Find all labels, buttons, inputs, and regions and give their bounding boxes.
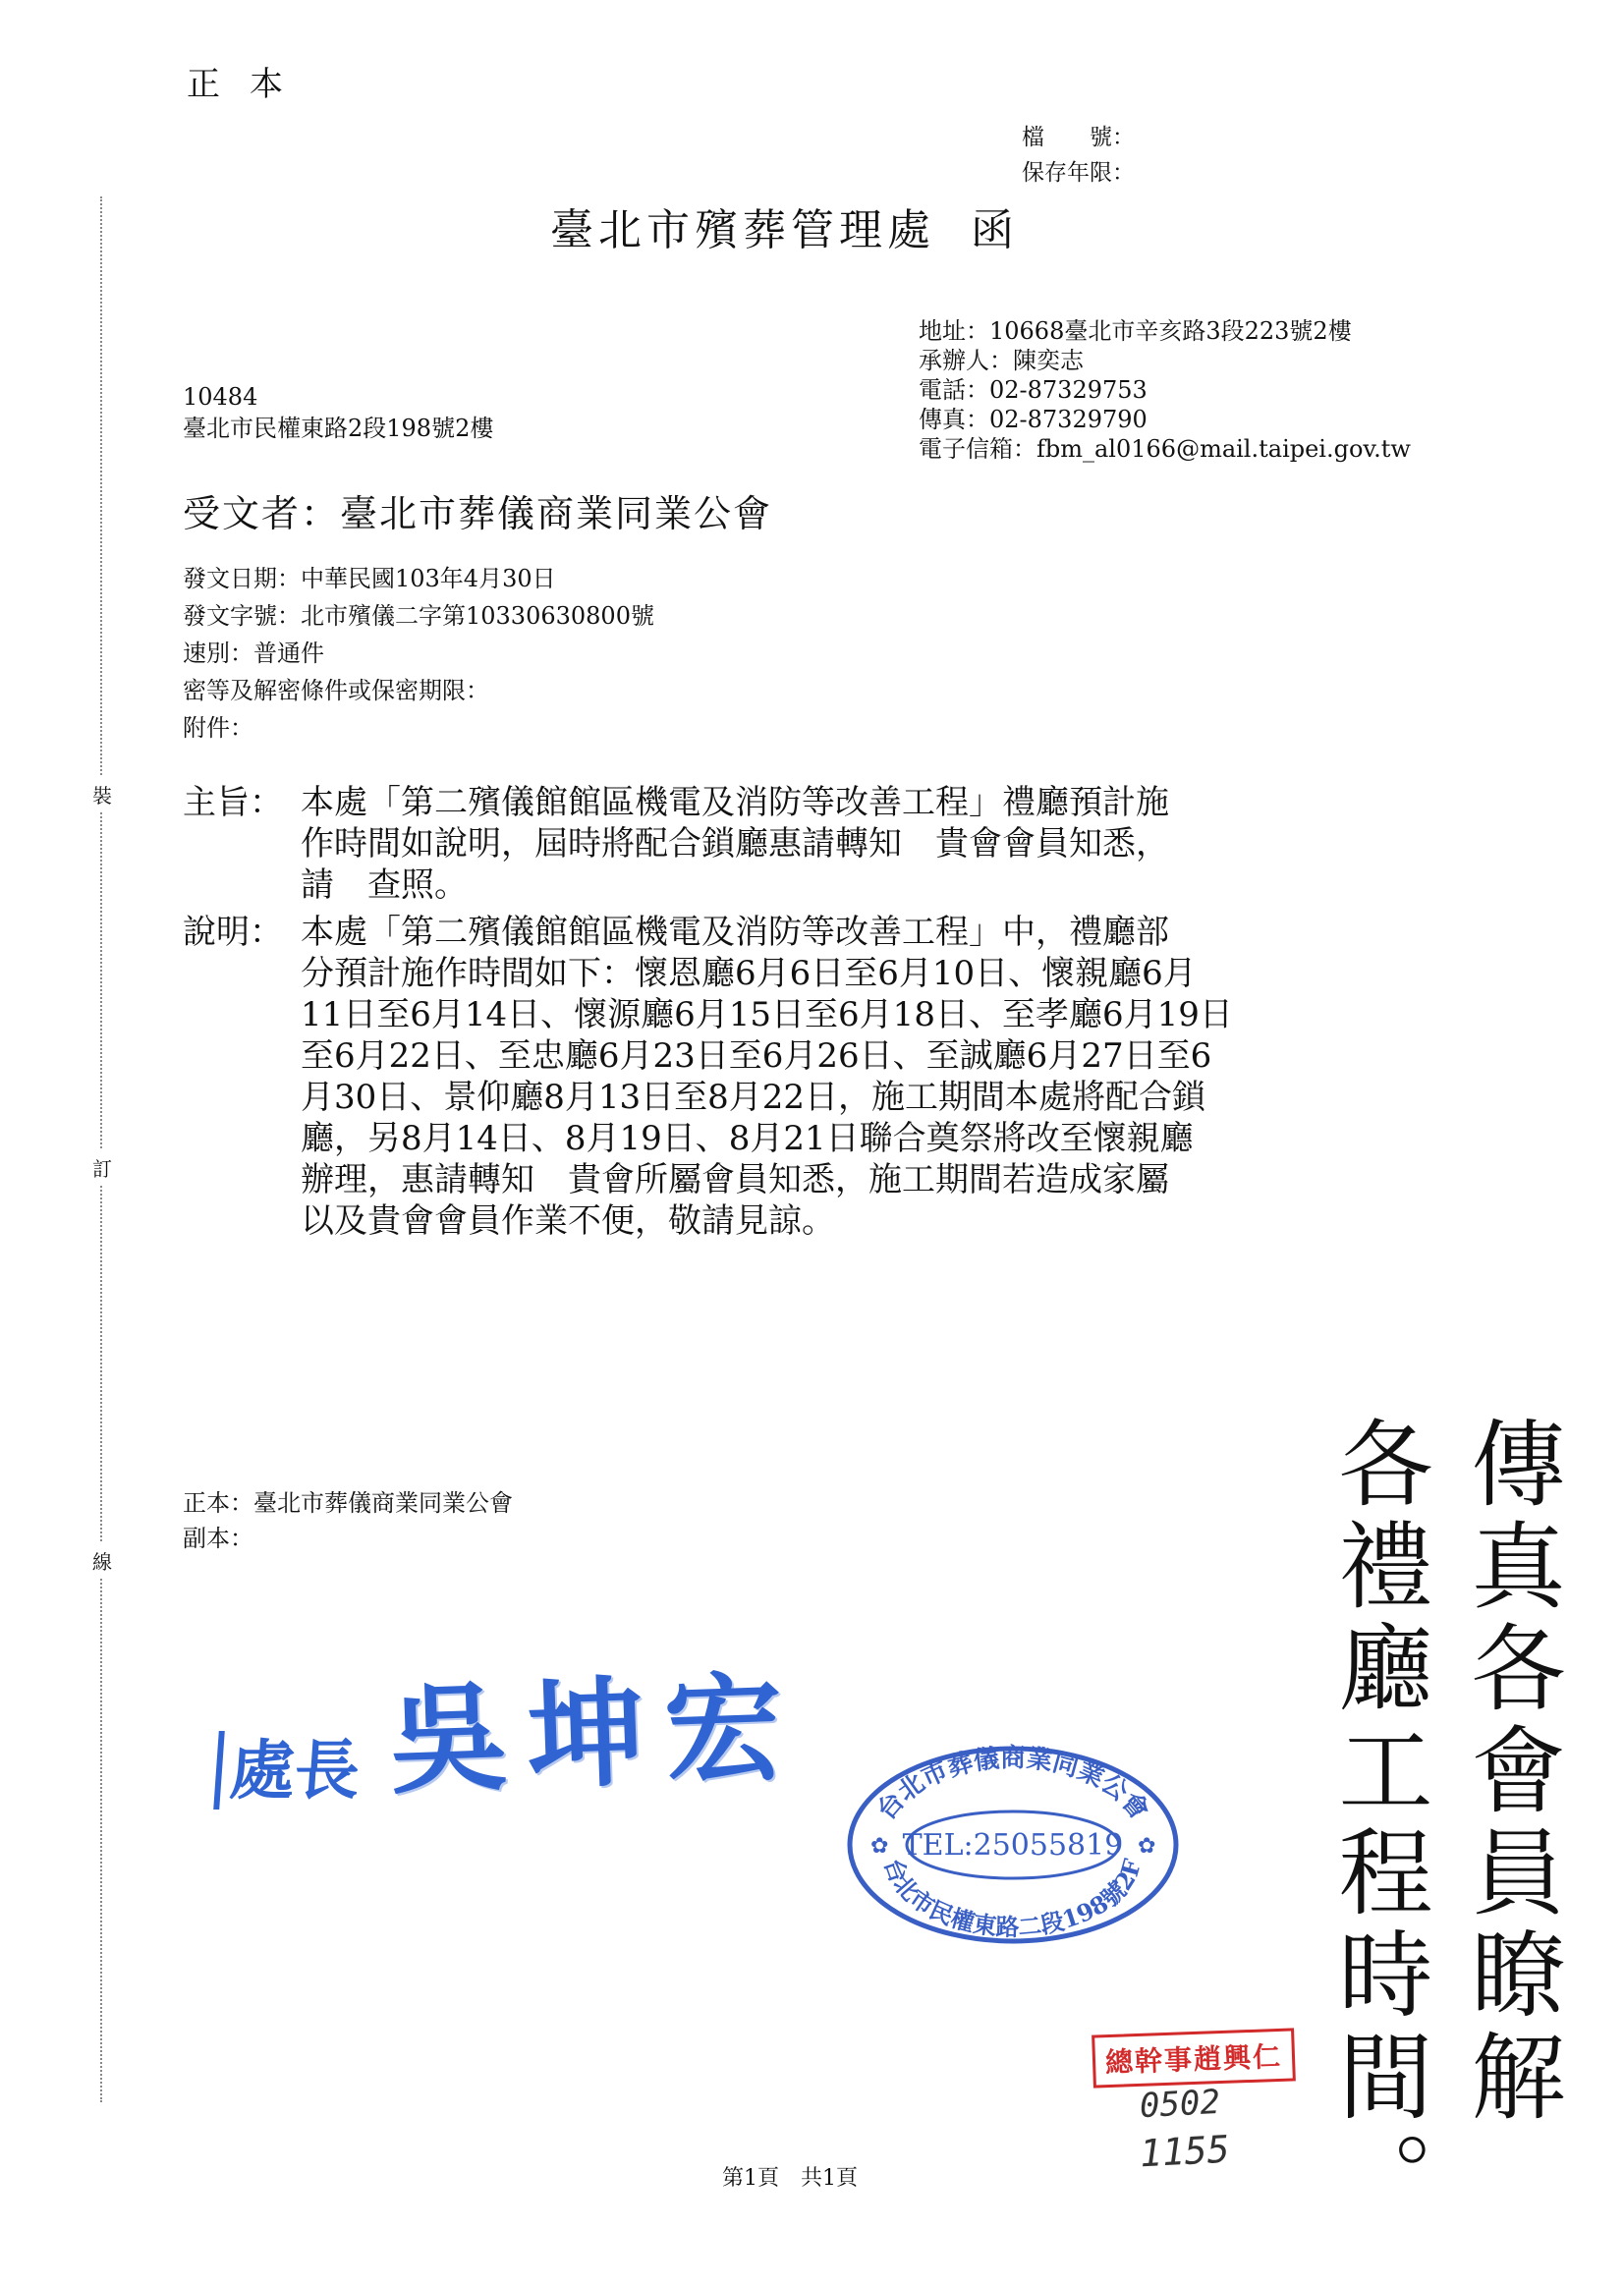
svg-text:台北市葬儀商業同業公會 (871, 1743, 1154, 1825)
binding-mark-ding: 訂 (92, 1149, 112, 1186)
signature-name: 吳坤宏 (386, 1657, 805, 1811)
contact-address: 地址：10668臺北市辛亥路3段223號2樓 (919, 317, 1352, 345)
contact-officer: 承辦人：陳奕志 (919, 347, 1084, 374)
contact-email: 電子信箱：fbm_al0166@mail.taipei.gov.tw (919, 435, 1411, 463)
distribution-original: 正本：臺北市葬儀商業同業公會 (183, 1489, 513, 1517)
signature-title: 處長 (213, 1731, 363, 1810)
secretary-name-stamp: 總幹事趙興仁 (1092, 2028, 1296, 2088)
seal-tel: TEL:25055819 (902, 1828, 1124, 1863)
seal-bottom-arc: 台北市民權東路二段198號2F (878, 1854, 1148, 1942)
handwritten-date: 0502 (1139, 2082, 1221, 2127)
seal-flower-icon-right: ✿ (1138, 1834, 1156, 1859)
file-no-label: 檔 號： (1022, 125, 1135, 150)
secrecy-field: 密等及解密條件或保密期限： (183, 677, 489, 704)
handwritten-time: 1155 (1138, 2127, 1231, 2176)
handwritten-column-left: 各禮廳工程時間。 (1323, 1415, 1433, 2232)
contact-block (919, 316, 1411, 464)
copy-label: 正本 (187, 65, 312, 104)
svg-text:台北市民權東路二段198號2F (878, 1855, 1147, 1941)
binding-mark-xian: 線 (92, 1542, 112, 1579)
director-signature-stamp (216, 1641, 805, 1811)
postal-address: 臺北市民權東路2段198號2樓 (183, 415, 494, 442)
attachments-field: 附件： (183, 714, 253, 742)
retention-label: 保存年限： (1022, 160, 1135, 186)
issue-date: 發文日期：中華民國103年4月30日 (183, 565, 556, 592)
association-seal (841, 1739, 1185, 1945)
document-kind: 函 (971, 205, 1019, 255)
recipient: 受文者：臺北市葬儀商業同業公會 (183, 492, 773, 535)
contact-phone: 電話：02-87329753 (919, 376, 1148, 404)
binding-mark-zhuang: 裝 (92, 776, 112, 812)
explanation-paragraph (183, 912, 1558, 1242)
seal-top-arc: 台北市葬儀商業同業公會 (871, 1744, 1154, 1826)
document-body (183, 782, 1558, 1242)
explanation-label: 說明： (183, 913, 283, 952)
document-fields (183, 560, 654, 747)
reference-number: 發文字號：北市殯儀二字第10330630800號 (183, 602, 654, 630)
explanation-text: 本處「第二殯儀館館區機電及消防等改善工程」中，禮廳部 分預計施作時間如下：懷恩廳6月6日至6月10日、懷親廳6月 11日至6月14日、懷源廳6月15日至6月18日、至孝廳6月19日 至6月22日、至忠廳6月23日至6月26日、至誠廳6月27日至6 月30日、景仰廳8月13日至8月22日，施工期間本處將配合鎖 廳，另8月14日、8月19日、8月21日聯合奠祭將改至懷親廳 辦理，惠請轉知 貴會所屬會員知悉，施工期間若造成家屬 以及貴會會員作業不便，敬請見諒。 (301, 913, 1233, 1241)
file-meta (1022, 120, 1135, 191)
handwritten-column-right: 傳真各會員瞭解 (1456, 1415, 1566, 2130)
seal-flower-icon-left: ✿ (870, 1834, 889, 1859)
distribution (183, 1485, 513, 1556)
subject-label: 主旨： (183, 783, 283, 822)
page-number: 第1頁 共1頁 (722, 2166, 858, 2191)
postal-zip: 10484 (183, 383, 258, 411)
contact-fax: 傳真：02-87329790 (919, 406, 1148, 433)
document-title (550, 195, 1019, 257)
distribution-copy: 副本： (183, 1525, 253, 1552)
subject-paragraph (183, 782, 1558, 906)
agency-name: 臺北市殯葬管理處 (550, 205, 935, 255)
subject-text: 本處「第二殯儀館館區機電及消防等改善工程」禮廳預計施 作時間如說明，屆時將配合鎖廳惠請轉知 貴會會員知悉， 請 查照。 (301, 783, 1169, 905)
speed-class: 速別：普通件 (183, 640, 324, 667)
recipient-postal (183, 381, 493, 444)
